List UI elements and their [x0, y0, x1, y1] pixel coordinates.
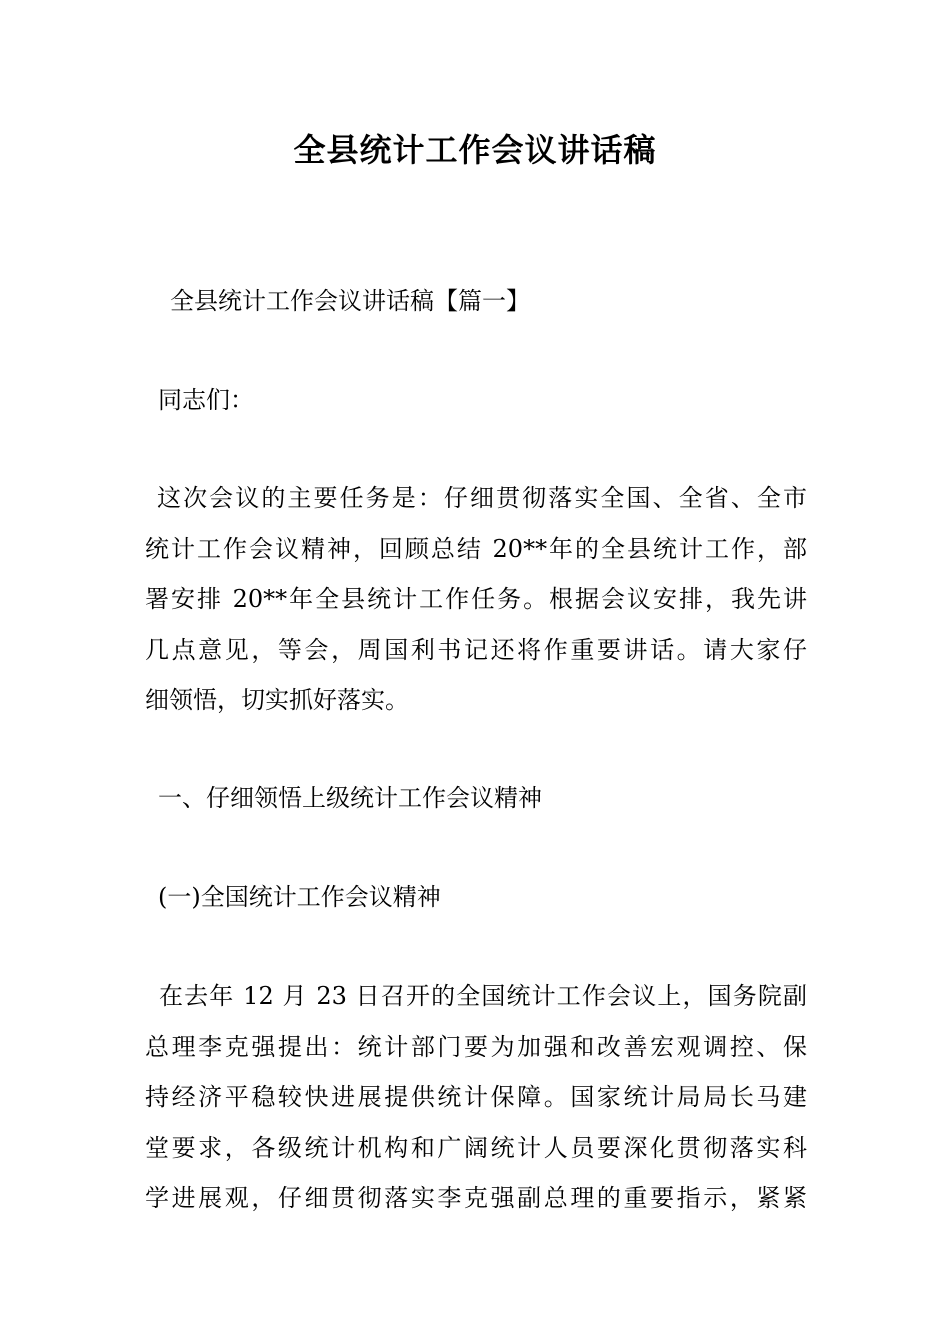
paragraph-line: 署安排 20**年全县统计工作任务。根据会议安排，我先讲: [145, 585, 807, 613]
salutation: 同志们：: [158, 386, 254, 414]
section-heading-2: (一)全国统计工作会议精神: [158, 883, 441, 911]
paragraph-line: 细领悟，切实抓好落实。: [145, 686, 409, 714]
paragraph-intro: [145, 473, 807, 726]
paragraph-national-meeting: [145, 971, 807, 1224]
paragraph-line: 总理李克强提出：统计部门要为加强和改善宏观调控、保: [145, 1032, 807, 1061]
section-heading-1: 一、仔细领悟上级统计工作会议精神: [158, 784, 542, 812]
document-title: 全县统计工作会议讲话稿: [293, 131, 657, 169]
paragraph-line: 学进展观，仔细贯彻落实李克强副总理的重要指示，紧紧: [145, 1184, 807, 1212]
section-subtitle: 全县统计工作会议讲话稿【篇一】: [170, 287, 530, 315]
paragraph-line: 在去年 12 月 23 日召开的全国统计工作会议上，国务院副: [159, 982, 807, 1010]
paragraph-line: 持经济平稳较快进展提供统计保障。国家统计局局长马建: [145, 1083, 807, 1111]
paragraph-line: 统计工作会议精神，回顾总结 20**年的全县统计工作，部: [145, 534, 807, 563]
paragraph-line: 这次会议的主要任务是：仔细贯彻落实全国、全省、全市: [157, 484, 807, 512]
paragraph-line: 几点意见，等会，周国利书记还将作重要讲话。请大家仔: [145, 635, 807, 664]
paragraph-line: 堂要求，各级统计机构和广阔统计人员要深化贯彻落实科: [145, 1133, 807, 1162]
